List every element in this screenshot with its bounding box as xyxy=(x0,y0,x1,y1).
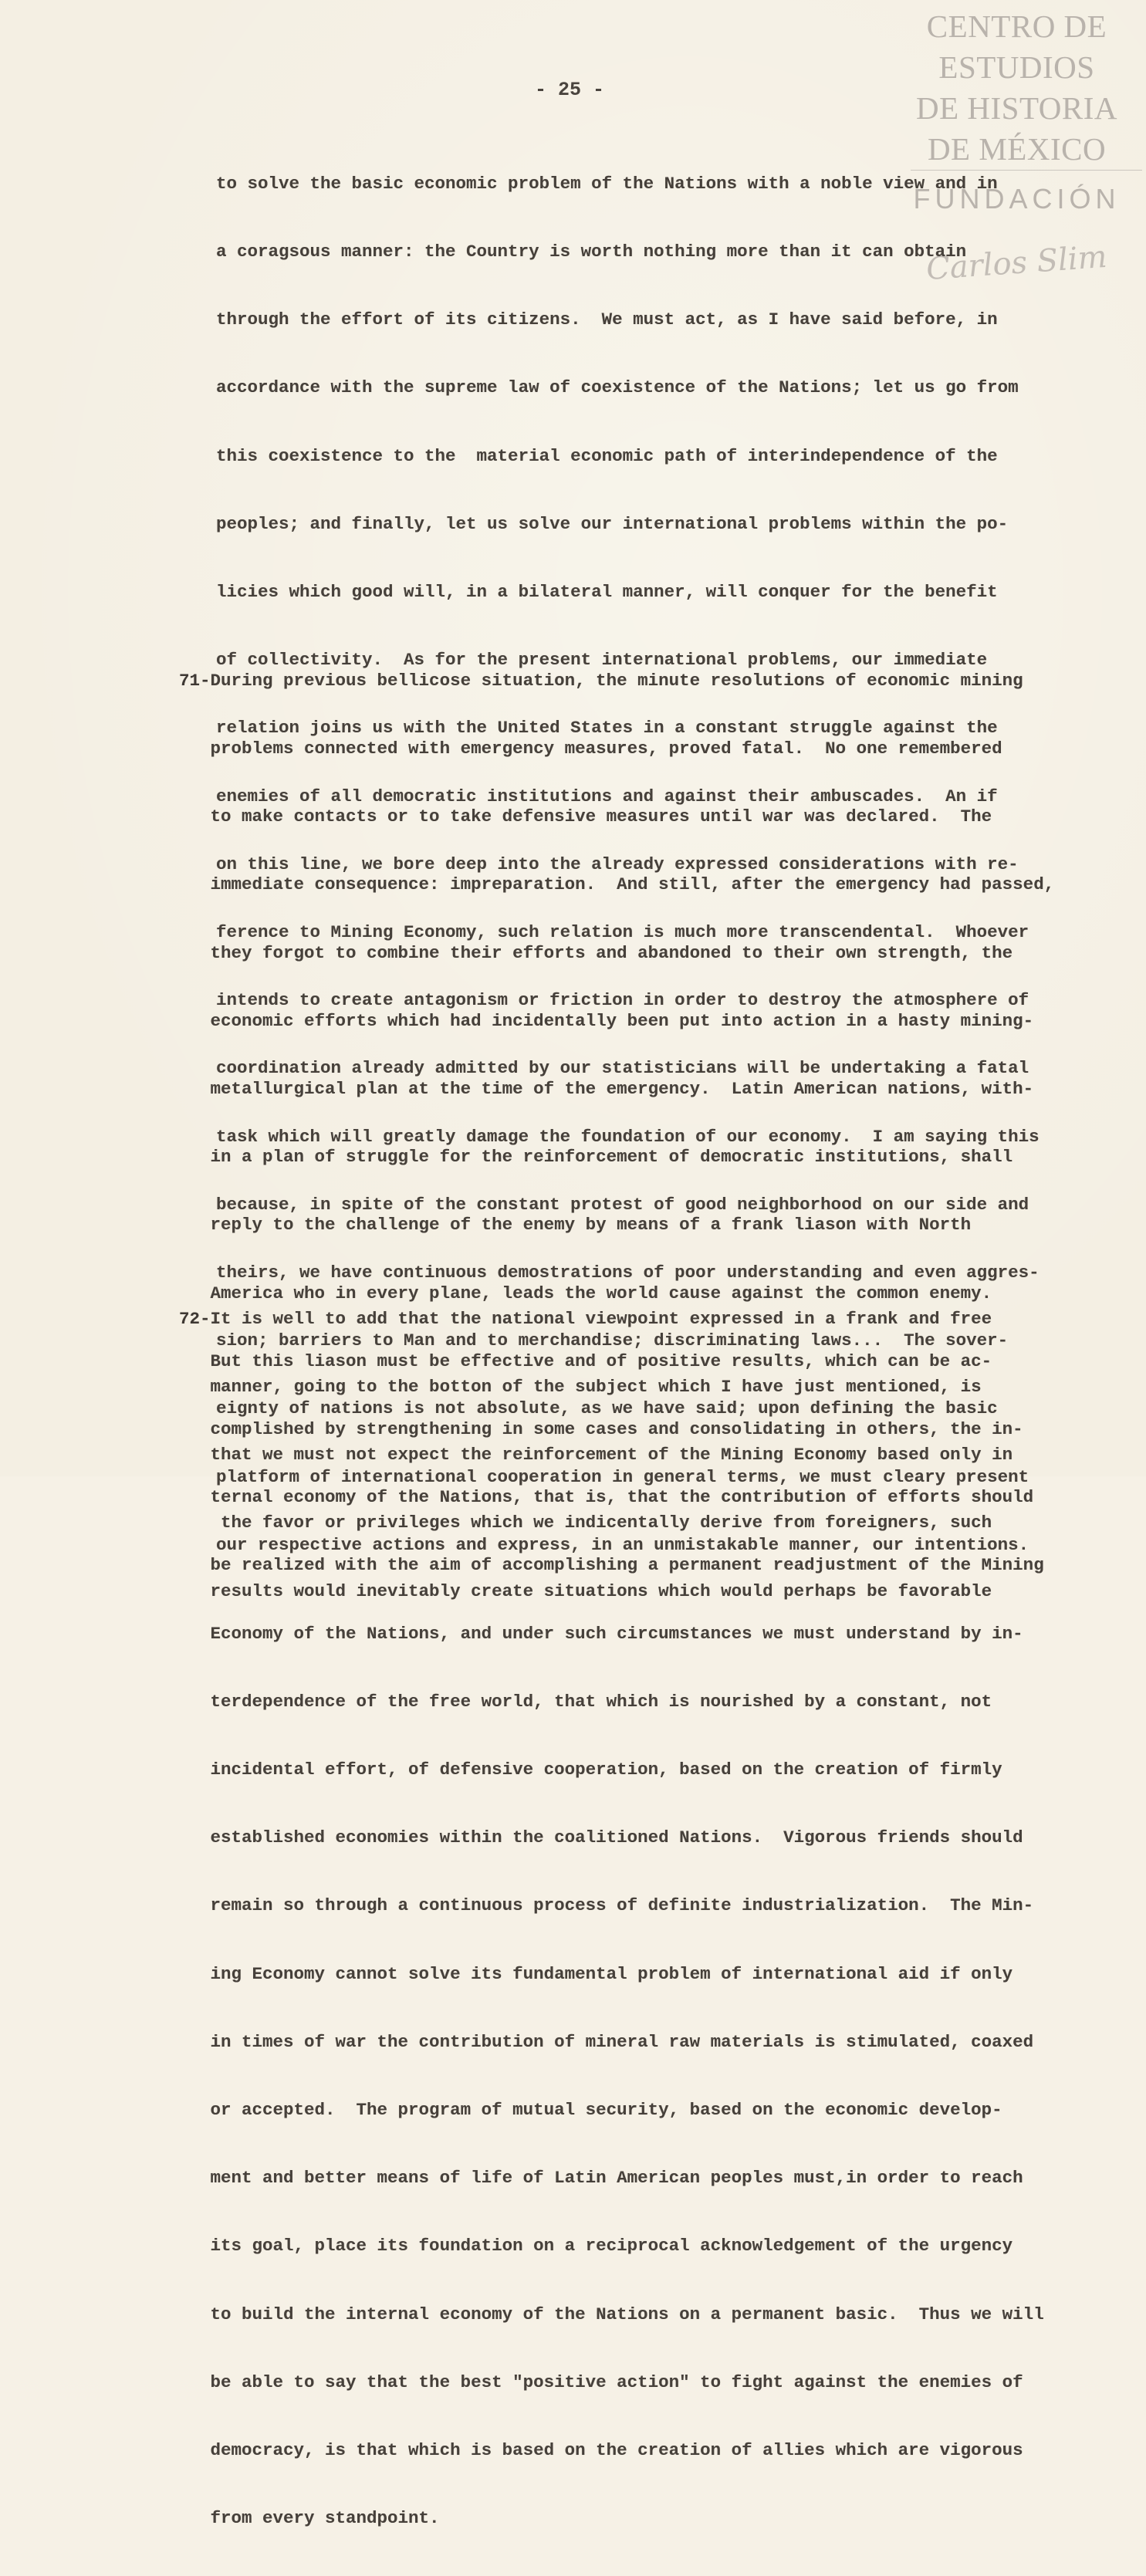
paragraph-72 xyxy=(179,1263,1086,1648)
text-line: remain so through a continuous process of definite industrialization. The Min- xyxy=(210,1895,1034,1916)
text-line: to solve the basic economic problem of the Nations with a noble view and in xyxy=(216,173,998,194)
text-line: its goal, place its foundation on a reciprocal acknowledgement of the urgency xyxy=(210,2236,1013,2257)
text-line: platform of international cooperation in general terms, we must cleary present xyxy=(216,1466,1029,1487)
watermark-line-5: FUNDACIÓN xyxy=(913,183,1121,215)
text-line: terdependence of the free world, that which is nourished by a constant, not xyxy=(210,1691,992,1712)
text-line: sion; barriers to Man and to merchandise; discriminating laws... The sover- xyxy=(216,1330,1009,1351)
text-line: America who in every plane, leads the world cause against the common enemy. xyxy=(210,1283,992,1303)
text-line: they forgot to combine their efforts and abandoned to their own strength, the xyxy=(210,942,1013,963)
text-line: in a plan of struggle for the reinforcement of democratic institutions, shall xyxy=(210,1147,1013,1168)
text-line: ing Economy cannot solve its fundamental problem of international aid if only xyxy=(210,1963,1013,1984)
text-line: through the effort of its citizens. We must act, as I have said before, in xyxy=(216,309,998,330)
text-line: from every standpoint. xyxy=(210,2508,440,2529)
text-line: to build the internal economy of the Nations on a permanent basic. Thus we will xyxy=(210,2304,1044,2324)
text-line: established economies within the coalitioned Nations. Vigorous friends should xyxy=(210,1827,1023,1848)
text-line: this coexistence to the material economic path of interindependence of the xyxy=(216,445,998,466)
text-line: enemies of all democratic institutions and against their ambuscades. An if xyxy=(216,786,998,806)
text-line: metallurgical plan at the time of the emergency. Latin American nations, with- xyxy=(210,1079,1034,1100)
text-line: licies which good will, in a bilateral manner, will conquer for the benefit xyxy=(216,582,998,603)
text-line: in times of war the contribution of mineral raw materials is stimulated, coaxed xyxy=(210,2031,1034,2052)
text-line: eignty of nations is not absolute, as we have said; upon defining the basic xyxy=(216,1398,998,1419)
text-line-numbered xyxy=(179,670,1086,692)
text-line: ternal economy of the Nations, that is, that the contribution of efforts should xyxy=(210,1487,1034,1508)
watermark-line-3: DE HISTORIA xyxy=(916,90,1117,126)
watermark-line-2: ESTUDIOS xyxy=(938,49,1095,85)
watermark-signature: Carlos Slim xyxy=(925,238,1108,288)
text-line: democracy, is that which is based on the creation of allies which are vigorous xyxy=(210,2440,1023,2461)
text-line: be able to say that the best "positive action" to fight against the enemies of xyxy=(210,2371,1023,2392)
text-line: that we must not expect the reinforcement of the Mining Economy based only in xyxy=(210,1445,1013,1465)
text-line: It is well to add that the national viewpoint expressed in a frank and free xyxy=(210,1308,992,1329)
text-line: peoples; and finally, let us solve our international problems within the po- xyxy=(216,513,1009,534)
text-line: complished by strengthening in some cases and consolidating in others, the in- xyxy=(210,1419,1023,1440)
text-line: theirs, we have continuous demostrations of poor understanding and even aggres- xyxy=(216,1263,1040,1283)
text-line: be realized with the aim of accomplishing a permanent readjustment of the Mining xyxy=(210,1555,1044,1576)
text-line: immediate consequence: impreparation. And still, after the emergency had passed, xyxy=(210,874,1055,895)
paragraph-number: 71- xyxy=(179,670,211,691)
text-line: economic efforts which had incidentally been put into action in a hasty mining- xyxy=(210,1010,1034,1031)
text-line-numbered xyxy=(179,1308,1086,1330)
watermark-line-4: DE MÉXICO xyxy=(927,131,1107,167)
text-line: of collectivity. As for the present international problems, our immediate xyxy=(216,650,988,671)
text-line: or accepted. The program of mutual security, based on the economic develop- xyxy=(210,2100,1002,2121)
text-line: because, in spite of the constant protest of good neighborhood on our side and xyxy=(216,1194,1029,1215)
text-line: But this liason must be effective and of positive results, which can be ac- xyxy=(210,1351,992,1371)
text-line: problems connected with emergency measures, proved fatal. No one remembered xyxy=(210,739,1002,759)
text-line: our respective actions and express, in an unmistakable manner, our intentions. xyxy=(216,1534,1029,1555)
text-line: intends to create antagonism or friction in order to destroy the atmosphere of xyxy=(216,990,1029,1011)
text-line: ment and better means of life of Latin American peoples must,in order to reach xyxy=(210,2168,1023,2189)
text-line: a coragsous manner: the Country is worth nothing more than it can obtain xyxy=(216,242,967,262)
text-line: task which will greatly damage the foundation of our economy. I am saying this xyxy=(216,1126,1040,1147)
text-line: the favor or privileges which we indicentally derive from foreigners, such xyxy=(210,1513,992,1533)
text-line: manner, going to the botton of the subject which I have just mentioned, is xyxy=(210,1377,982,1398)
text-line: relation joins us with the United States in a constant struggle against the xyxy=(216,718,998,739)
text-line: Economy of the Nations, and under such circumstances we must understand by in- xyxy=(210,1623,1023,1644)
text-line: on this line, we bore deep into the already expressed considerations with re- xyxy=(216,854,1019,874)
text-line: to make contacts or to take defensive measures until war was declared. The xyxy=(210,806,992,827)
text-line: incidental effort, of defensive cooperation, based on the creation of firmly xyxy=(210,1760,1002,1780)
paragraph-number: 72- xyxy=(179,1308,211,1329)
text-line: ference to Mining Economy, such relation is much more transcendental. Whoever xyxy=(216,922,1029,943)
text-line: During previous bellicose situation, the minute resolutions of economic mining xyxy=(210,670,1023,691)
page-number: - 25 - xyxy=(534,79,604,101)
text-line: reply to the challenge of the enemy by means of a frank liason with North xyxy=(210,1215,972,1236)
watermark-line-1: CENTRO DE xyxy=(926,8,1107,44)
text-line: results would inevitably create situations which would perhaps be favorable xyxy=(210,1580,992,1601)
text-line: accordance with the supreme law of coexistence of the Nations; let us go from xyxy=(216,377,1019,398)
text-line: coordination already admitted by our statisticians will be undertaking a fatal xyxy=(216,1058,1029,1079)
